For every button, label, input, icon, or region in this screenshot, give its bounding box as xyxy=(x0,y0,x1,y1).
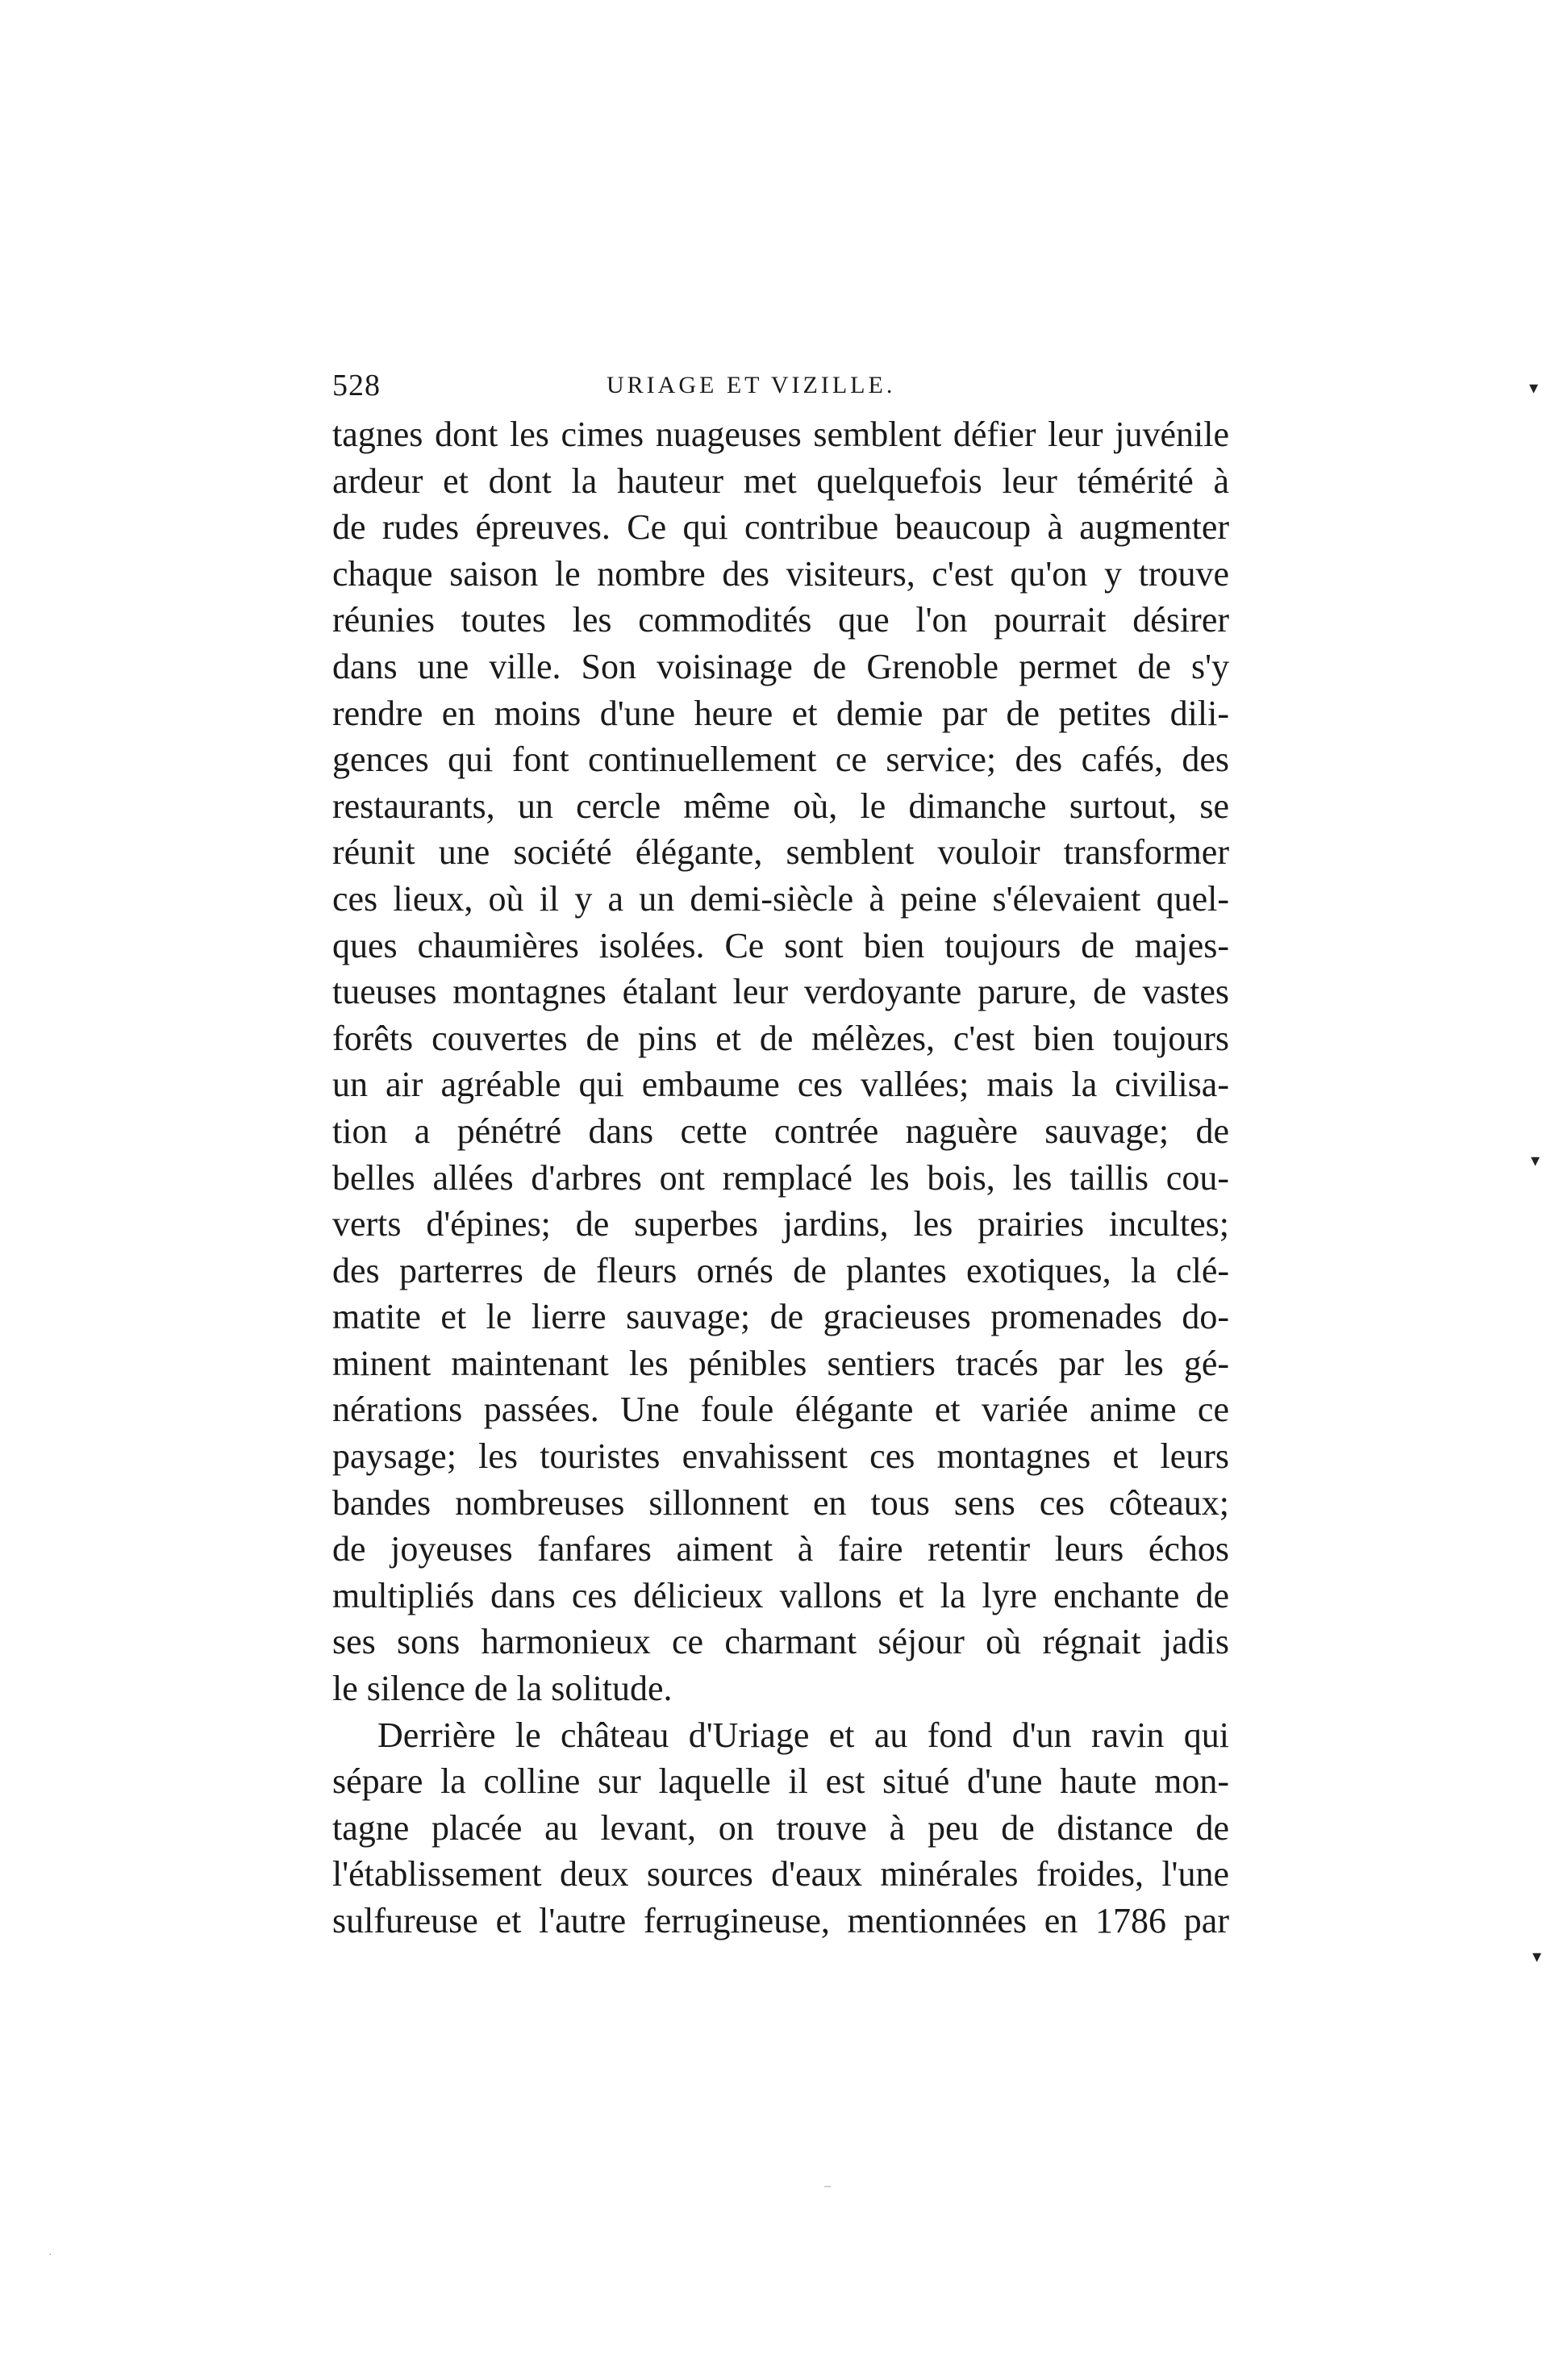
scan-speck: ▾ xyxy=(1529,377,1539,398)
text-line: gences qui font continuellement ce service; des cafés, des xyxy=(332,740,1229,780)
text-line: verts d'épines; de superbes jardins, les prairies incultes; xyxy=(332,1204,1229,1244)
running-title: URIAGE ET VIZILLE. xyxy=(607,372,896,398)
text-line: bandes nombreuses sillonnent en tous sens ces côteaux; xyxy=(332,1482,1229,1523)
text-line: sépare la colline sur laquelle il est situé d'une haute mon- xyxy=(332,1761,1229,1802)
text-line: ces lieux, où il y a un demi-siècle à peine s'élevaient quel- xyxy=(332,878,1229,919)
scan-speck: – xyxy=(824,2179,831,2193)
page-number: 528 xyxy=(332,369,381,402)
text-line: dans une ville. Son voisinage de Grenoble permet de s'y xyxy=(332,646,1229,686)
text-line: rendre en moins d'une heure et demie par de petites dili- xyxy=(332,693,1229,733)
text-line: tion a pénétré dans cette contrée naguère sauvage; de xyxy=(332,1111,1229,1151)
text-line: un air agréable qui embaume ces vallées; mais la civilisa- xyxy=(332,1065,1229,1105)
text-line: l'établissement deux sources d'eaux minérales froides, l'une xyxy=(332,1854,1229,1894)
text-line: tueuses montagnes étalant leur verdoyante parure, de vastes xyxy=(332,972,1229,1012)
page-header xyxy=(332,361,1229,410)
text-line: matite et le lierre sauvage; de gracieuses promenades do- xyxy=(332,1297,1229,1337)
text-line: nérations passées. Une foule élégante et variée anime ce xyxy=(332,1390,1229,1430)
text-line: réunies toutes les commodités que l'on pourrait désirer xyxy=(332,600,1229,640)
text-line: belles allées d'arbres ont remplacé les bois, les taillis cou- xyxy=(332,1157,1229,1198)
text-line: ques chaumières isolées. Ce sont bien toujours de majes- xyxy=(332,925,1229,965)
body-text xyxy=(332,411,1229,1944)
text-line: minent maintenant les pénibles sentiers tracés par les gé- xyxy=(332,1343,1229,1383)
text-line: réunit une société élégante, semblent vouloir transformer xyxy=(332,832,1229,873)
text-line: Derrière le château d'Uriage et au fond d'un ravin qui xyxy=(377,1715,1229,1755)
text-line: ardeur et dont la hauteur met quelquefois leur témérité à xyxy=(332,461,1229,501)
text-line: tagnes dont les cimes nuageuses semblent défier leur juvénile xyxy=(332,415,1229,454)
text-line: paysage; les touristes envahissent ces montagnes et leurs xyxy=(332,1436,1229,1477)
scan-speck: ▾ xyxy=(1532,1946,1542,1966)
text-line: des parterres de fleurs ornés de plantes exotiques, la clé- xyxy=(332,1250,1229,1290)
scan-speck: · xyxy=(48,2249,52,2261)
text-line: de rudes épreuves. Ce qui contribue beaucoup à augmenter xyxy=(332,507,1229,548)
text-line: chaque saison le nombre des visiteurs, c'est qu'on y trouve xyxy=(332,553,1229,594)
text-line: multipliés dans ces délicieux vallons et la lyre enchante de xyxy=(332,1575,1229,1615)
text-line: restaurants, un cercle même où, le dimanche surtout, se xyxy=(332,786,1229,826)
text-line: forêts couvertes de pins et de mélèzes, c'est bien toujours xyxy=(332,1018,1229,1058)
text-line: le silence de la solitude. xyxy=(332,1669,673,1709)
text-line: sulfureuse et l'autre ferrugineuse, mentionnées en 1786 par xyxy=(332,1901,1229,1940)
text-line: de joyeuses fanfares aiment à faire retentir leurs échos xyxy=(332,1529,1229,1569)
text-line: tagne placée au levant, on trouve à peu de distance de xyxy=(332,1807,1229,1848)
scan-speck: ▾ xyxy=(1531,1150,1540,1170)
text-line: ses sons harmonieux ce charmant séjour où régnait jadis xyxy=(332,1622,1229,1662)
